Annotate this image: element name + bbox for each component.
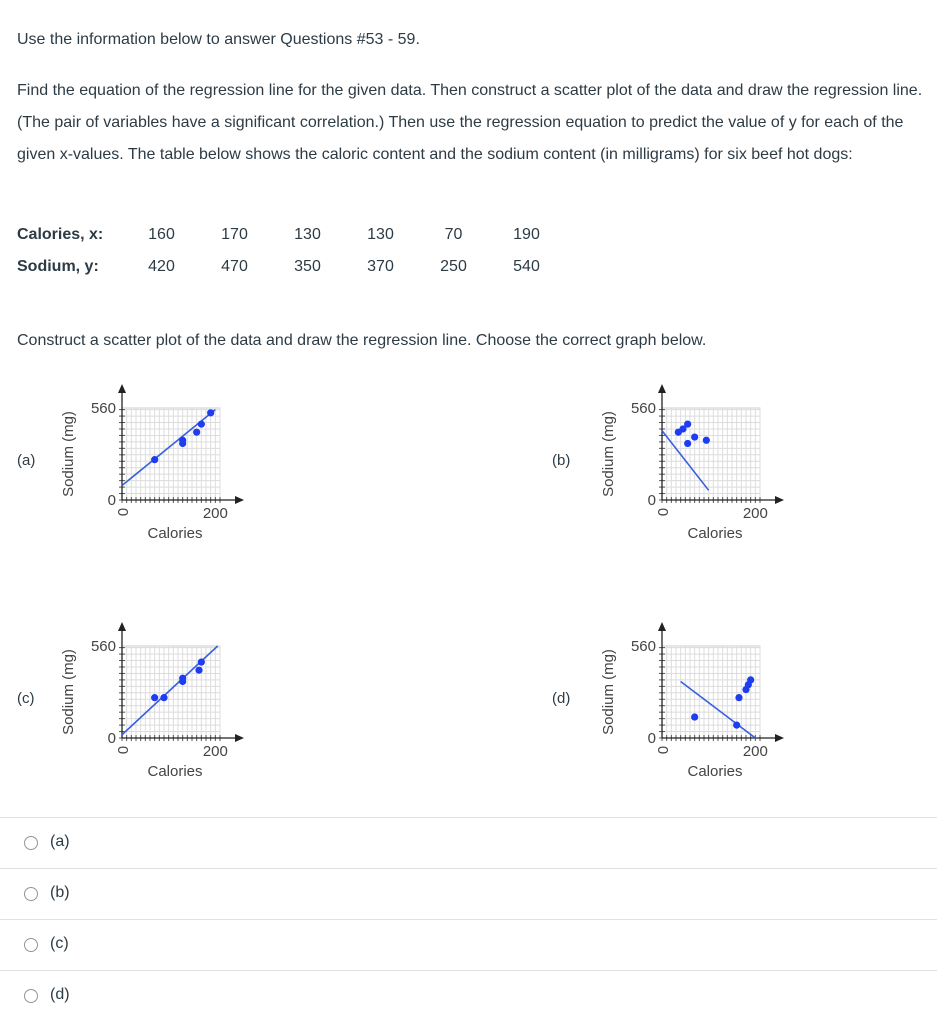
- calories-value: 190: [513, 226, 540, 243]
- calories-label: Calories, x:: [17, 226, 104, 243]
- sodium-row: [17, 251, 563, 283]
- sodium-value: 540: [513, 258, 540, 275]
- plot-area: [662, 408, 760, 500]
- y-tick-label: 560: [630, 638, 656, 655]
- sodium-value: 370: [367, 258, 394, 275]
- radio-button[interactable]: [24, 938, 38, 952]
- y-axis-title: Sodium (mg): [600, 649, 617, 735]
- scatter-graph-b: [595, 375, 855, 575]
- calories-row: [17, 219, 563, 251]
- data-point: [733, 721, 740, 728]
- option-a[interactable]: [0, 817, 937, 868]
- scatter-graph-d: [595, 613, 855, 813]
- problem-text: Find the equation of the regression line for the given data. Then construct a scatter plot of the data and draw the regression line. (The pair of variables have a significant correlation.) Then use the regression equation to predict the value of y for each of the given x-values. The table below shows the caloric content and the sodium content (in milligrams) for six beef hot dogs:: [17, 82, 923, 163]
- data-point: [735, 694, 742, 701]
- instruction-text: Construct a scatter plot of the data and draw the regression line. Choose the correct graph below.: [17, 332, 707, 349]
- calories-value: 170: [221, 226, 248, 243]
- y-axis-arrow: [658, 384, 666, 393]
- y-axis-arrow: [118, 622, 126, 631]
- x-axis-title: Calories: [687, 763, 743, 780]
- x-axis-title: Calories: [147, 525, 203, 542]
- graph-label-c: (c): [17, 690, 35, 707]
- x-tick-label: 0: [114, 507, 131, 517]
- x-axis-arrow: [235, 734, 244, 742]
- scatter-graph-a: [55, 375, 315, 575]
- scatter-graph-c: [55, 613, 315, 813]
- sodium-value: 250: [440, 258, 467, 275]
- data-point: [160, 694, 167, 701]
- radio-button[interactable]: [24, 836, 38, 850]
- y-axis-title: Sodium (mg): [60, 411, 77, 497]
- y-axis-arrow: [118, 384, 126, 393]
- graph-label-b: (b): [552, 452, 571, 469]
- graph-label-a: (a): [17, 452, 36, 469]
- answer-options: [0, 817, 937, 1021]
- y-tick-label: 0: [647, 730, 656, 747]
- option-b[interactable]: [0, 868, 937, 919]
- data-point: [179, 437, 186, 444]
- sodium-label: Sodium, y:: [17, 258, 99, 275]
- x-tick-label: 200: [202, 505, 228, 522]
- x-tick-label: 200: [202, 743, 228, 760]
- option-label: (d): [50, 986, 70, 1003]
- option-label: (c): [50, 935, 69, 952]
- intro-text: Use the information below to answer Questions #53 - 59.: [17, 31, 420, 48]
- y-axis-title: Sodium (mg): [60, 649, 77, 735]
- y-tick-label: 0: [107, 492, 116, 509]
- x-axis-title: Calories: [687, 525, 743, 542]
- data-point: [179, 675, 186, 682]
- sodium-value: 420: [148, 258, 175, 275]
- data-point: [198, 421, 205, 428]
- data-point: [195, 667, 202, 674]
- radio-button[interactable]: [24, 887, 38, 901]
- data-table: [17, 219, 563, 283]
- y-axis-title: Sodium (mg): [600, 411, 617, 497]
- sodium-value: 350: [294, 258, 321, 275]
- radio-button[interactable]: [24, 989, 38, 1003]
- option-c[interactable]: [0, 919, 937, 970]
- data-point: [691, 713, 698, 720]
- calories-value: 70: [444, 226, 463, 243]
- x-axis-arrow: [775, 496, 784, 504]
- data-point: [691, 433, 698, 440]
- data-point: [193, 429, 200, 436]
- calories-value: 130: [294, 226, 321, 243]
- option-d[interactable]: [0, 970, 937, 1021]
- data-point: [703, 437, 710, 444]
- plot-area: [122, 408, 220, 500]
- data-point: [151, 456, 158, 463]
- x-axis-title: Calories: [147, 763, 203, 780]
- y-tick-label: 560: [90, 400, 116, 417]
- data-point: [207, 409, 214, 416]
- y-tick-label: 0: [107, 730, 116, 747]
- data-point: [684, 421, 691, 428]
- calories-value: 160: [148, 226, 175, 243]
- y-tick-label: 560: [90, 638, 116, 655]
- y-tick-label: 0: [647, 492, 656, 509]
- x-tick-label: 0: [654, 745, 671, 755]
- x-tick-label: 200: [742, 743, 768, 760]
- option-label: (a): [50, 833, 70, 850]
- data-point: [684, 440, 691, 447]
- x-tick-label: 200: [742, 505, 768, 522]
- option-label: (b): [50, 884, 70, 901]
- plot-area: [122, 646, 220, 738]
- x-tick-label: 0: [654, 507, 671, 517]
- data-point: [198, 659, 205, 666]
- y-tick-label: 560: [630, 400, 656, 417]
- x-axis-arrow: [775, 734, 784, 742]
- sodium-value: 470: [221, 258, 248, 275]
- calories-value: 130: [367, 226, 394, 243]
- x-axis-arrow: [235, 496, 244, 504]
- data-point: [745, 681, 752, 688]
- graph-label-d: (d): [552, 690, 571, 707]
- data-point: [151, 694, 158, 701]
- x-tick-label: 0: [114, 745, 131, 755]
- y-axis-arrow: [658, 622, 666, 631]
